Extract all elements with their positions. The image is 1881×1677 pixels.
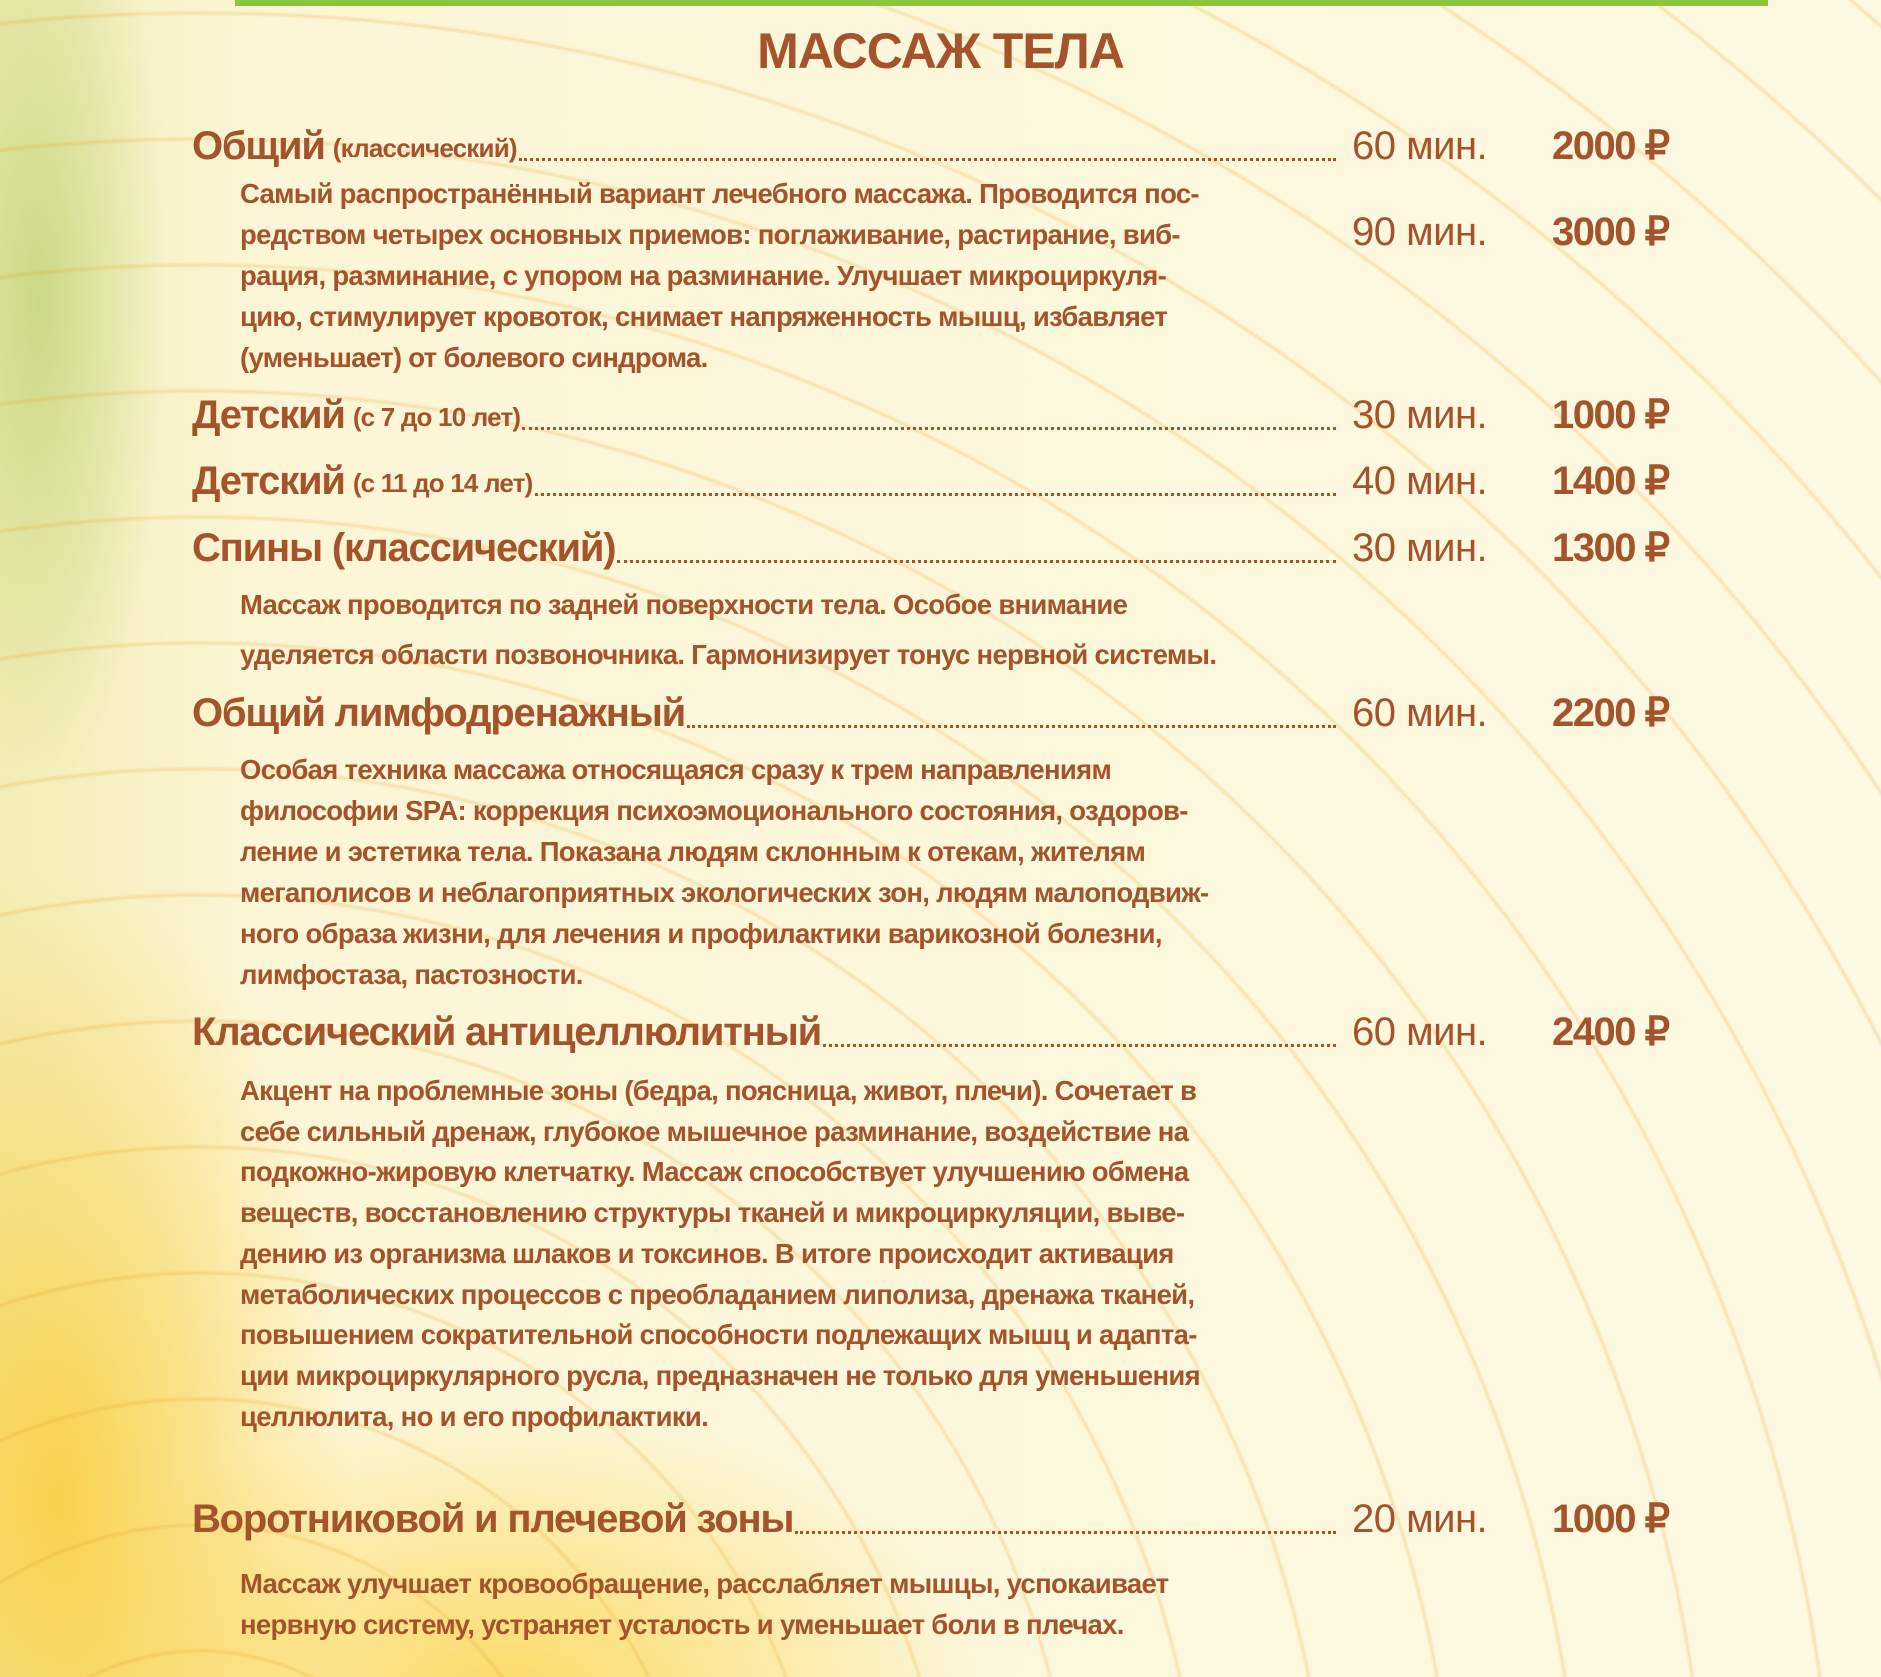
description-line: Самый распространённый вариант лечебного массажа. Проводится пос- bbox=[240, 178, 1199, 209]
service-note: (с 11 до 14 лет) bbox=[352, 468, 533, 498]
description-line: веществ, восстановлению структуры тканей и микроциркуляции, выве- bbox=[240, 1197, 1185, 1229]
price: 2400 ₽ bbox=[1552, 1010, 1669, 1054]
description-line: (уменьшает) от болевого синдрома. bbox=[240, 342, 708, 373]
service-name: Общий лимфодренажный bbox=[192, 691, 686, 735]
price: 3000 ₽ bbox=[1552, 210, 1669, 254]
top-accent-bar bbox=[235, 0, 1768, 6]
price: 2000 ₽ bbox=[1552, 124, 1669, 168]
dot-leader bbox=[519, 158, 1336, 161]
menu-item-heading bbox=[192, 1494, 1340, 1544]
duration: 30 мин. bbox=[1352, 393, 1488, 437]
price: 1400 ₽ bbox=[1552, 459, 1669, 503]
description-line: целлюлита, но и его профилактики. bbox=[240, 1400, 709, 1432]
description-line: себе сильный дренаж, глубокое мышечное разминание, воздействие на bbox=[240, 1115, 1189, 1147]
description-line: ного образа жизни, для лечения и профилактики варикозной болезни, bbox=[240, 918, 1162, 949]
service-note: (классический) bbox=[332, 133, 517, 163]
service-name: Детский bbox=[192, 459, 345, 503]
description-line: лимфостаза, пастозности. bbox=[240, 959, 583, 990]
dot-leader bbox=[823, 1044, 1336, 1047]
service-description bbox=[240, 580, 1340, 680]
service-name: Общий bbox=[192, 124, 325, 168]
description-line: уделяется области позвоночника. Гармонизирует тонус нервной системы. bbox=[240, 639, 1217, 670]
service-description bbox=[240, 173, 1340, 378]
dot-leader bbox=[617, 560, 1336, 563]
menu-item-heading bbox=[192, 688, 1340, 738]
description-line: повышением сократительной способности подлежащих мышц и адапта- bbox=[240, 1319, 1197, 1351]
description-line: Акцент на проблемные зоны (бедра, поясница, живот, плечи). Сочетает в bbox=[240, 1075, 1197, 1106]
price: 2200 ₽ bbox=[1552, 691, 1669, 735]
price: 1300 ₽ bbox=[1552, 526, 1669, 570]
menu-item-heading bbox=[192, 523, 1340, 573]
dot-leader bbox=[522, 427, 1336, 430]
duration: 20 мин. bbox=[1352, 1497, 1488, 1541]
service-name: Классический антицеллюлитный bbox=[192, 1010, 821, 1054]
service-description bbox=[240, 1071, 1340, 1437]
menu-item-heading bbox=[192, 390, 1340, 440]
duration: 60 мин. bbox=[1352, 1010, 1488, 1054]
description-line: редством четырех основных приемов: поглаживание, растирание, виб- bbox=[240, 219, 1180, 250]
service-name: Детский bbox=[192, 393, 345, 437]
service-name: Спины (классический) bbox=[192, 526, 616, 570]
duration: 30 мин. bbox=[1352, 526, 1488, 570]
duration: 40 мин. bbox=[1352, 459, 1488, 503]
menu-item-heading bbox=[192, 1007, 1340, 1057]
dot-leader bbox=[535, 493, 1337, 496]
menu-item-heading bbox=[192, 456, 1340, 506]
description-line: рация, разминание, с упором на разминание. Улучшает микроциркуля- bbox=[240, 260, 1167, 291]
duration: 60 мин. bbox=[1352, 124, 1488, 168]
service-name: Воротниковой и плечевой зоны bbox=[192, 1497, 794, 1541]
menu-item-heading bbox=[192, 121, 1340, 171]
dot-leader bbox=[795, 1531, 1336, 1534]
service-note: (с 7 до 10 лет) bbox=[352, 402, 521, 432]
description-line: мегаполисов и неблагоприятных экологических зон, людям малоподвиж- bbox=[240, 877, 1209, 908]
description-line: подкожно-жировую клетчатку. Массаж способствует улучшению обмена bbox=[240, 1156, 1189, 1188]
description-line: Массаж проводится по задней поверхности тела. Особое внимание bbox=[240, 589, 1128, 620]
description-line: нервную систему, устраняет усталость и уменьшает боли в плечах. bbox=[240, 1609, 1124, 1640]
description-line: философии SPA: коррекция психоэмоционального состояния, оздоров- bbox=[240, 795, 1188, 826]
price: 1000 ₽ bbox=[1552, 393, 1669, 437]
description-line: ции микроциркулярного русла, предназначен не только для уменьшения bbox=[240, 1359, 1200, 1391]
description-line: метаболических процессов с преобладанием липолиза, дренажа тканей, bbox=[240, 1278, 1195, 1310]
service-description bbox=[240, 1563, 1340, 1645]
description-line: ление и эстетика тела. Показана людям склонным к отекам, жителям bbox=[240, 836, 1146, 867]
duration: 60 мин. bbox=[1352, 691, 1488, 735]
page-title: МАССАЖ ТЕЛА bbox=[757, 23, 1124, 79]
service-description bbox=[240, 749, 1340, 995]
dot-leader bbox=[687, 725, 1336, 728]
description-line: цию, стимулирует кровоток, снимает напряженность мышц, избавляет bbox=[240, 301, 1168, 332]
description-line: Массаж улучшает кровообращение, расслабляет мышцы, успокаивает bbox=[240, 1568, 1169, 1599]
description-line: дению из организма шлаков и токсинов. В итоге происходит активация bbox=[240, 1237, 1174, 1269]
duration: 90 мин. bbox=[1352, 210, 1488, 254]
description-line: Особая техника массажа относящаяся сразу к трем направлениям bbox=[240, 754, 1112, 785]
price: 1000 ₽ bbox=[1552, 1497, 1669, 1541]
